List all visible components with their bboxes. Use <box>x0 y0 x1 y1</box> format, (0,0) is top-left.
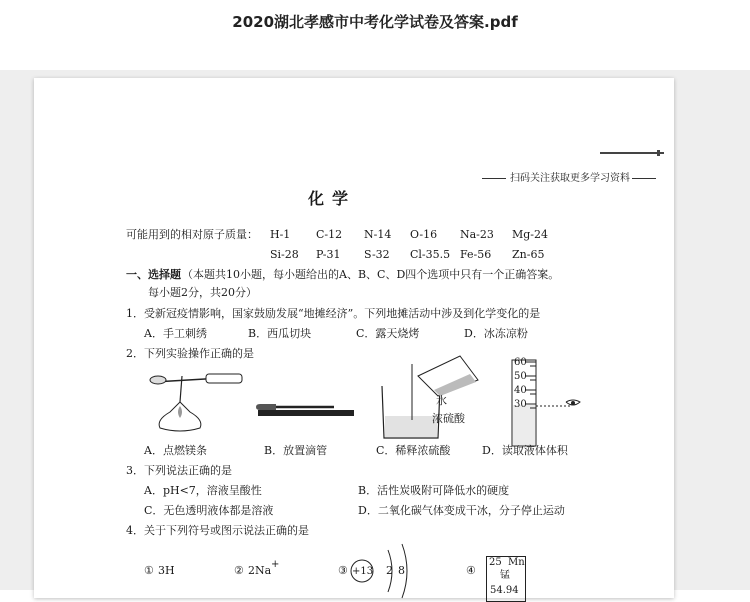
document-title: 2020湖北孝感市中考化学试卷及答案.pdf <box>232 13 518 31</box>
electron-shell-count: 2 <box>386 564 393 577</box>
q4-item-number: ① <box>144 564 154 577</box>
question-4-stem: 4．关于下列符号或图示说法正确的是 <box>126 524 309 537</box>
water-label: 水 <box>436 394 447 407</box>
question-3-stem: 3．下列说法正确的是 <box>126 464 232 477</box>
question-1-option-c: C．露天烧烤 <box>356 327 420 340</box>
atomic-mass-item: N-14 <box>364 228 392 241</box>
question-1-stem: 1．受新冠疫情影响，国家鼓励发展“地摊经济”。下列地摊活动中涉及到化学变化的是 <box>126 307 541 320</box>
question-2-option-c: C．稀释浓硫酸 <box>376 444 451 457</box>
corner-mark <box>600 152 664 154</box>
q4-item-number: ③ <box>338 564 348 577</box>
section-title: 一、选择题 <box>126 268 181 281</box>
atomic-mass-item: O-16 <box>410 228 438 241</box>
question-2-option-a: A．点燃镁条 <box>144 444 207 457</box>
dropper-figure <box>254 388 364 428</box>
cylinder-tick-label: 30 <box>514 399 527 410</box>
element-name: 锰 <box>500 570 510 581</box>
nucleus-charge: +13 <box>352 566 374 577</box>
atomic-mass-item: P-31 <box>316 248 341 261</box>
banner-text: 扫码关注获取更多学习资料 <box>510 173 630 184</box>
q4-item-superscript: + <box>271 559 280 570</box>
question-1-option-d: D．冰冻凉粉 <box>464 327 528 340</box>
element-symbol: Mn <box>508 557 525 568</box>
atomic-mass-item: Cl-35.5 <box>410 248 451 261</box>
atomic-mass-item: H-1 <box>270 228 291 241</box>
banner-rule-left <box>482 178 506 179</box>
pdf-viewer[interactable] <box>0 70 750 596</box>
atomic-mass-item: Zn-65 <box>512 248 545 261</box>
element-atomic-mass: 54.94 <box>490 585 519 596</box>
question-3-option-d: D．二氧化碳气体变成干冰，分子停止运动 <box>358 504 565 517</box>
cylinder-tick-label: 60 <box>514 357 527 368</box>
cylinder-tick-label: 40 <box>514 385 527 396</box>
question-3-option-b: B．活性炭吸附可降低水的硬度 <box>358 484 510 497</box>
subject-title: 化学 <box>308 189 357 208</box>
atomic-mass-item: Si-28 <box>270 248 299 261</box>
electron-shell-count: 8 <box>398 564 405 577</box>
question-2-option-b: B．放置滴管 <box>264 444 328 457</box>
atomic-mass-item: Na-23 <box>460 228 494 241</box>
pdf-page <box>34 78 674 598</box>
q4-item-number: ④ <box>466 564 476 577</box>
question-2-option-d: D．读取液体体积 <box>482 444 568 457</box>
section-description: （本题共10小题，每小题给出的A、B、C、D四个选项中只有一个正确答案。 <box>182 268 560 281</box>
banner-rule-right <box>632 178 656 179</box>
atomic-mass-item: Fe-56 <box>460 248 492 261</box>
atomic-mass-item: Mg-24 <box>512 228 549 241</box>
atomic-mass-item: S-32 <box>364 248 390 261</box>
q4-item-text: 3H <box>158 564 175 577</box>
atomic-mass-item: C-12 <box>316 228 343 241</box>
section-description-2: 每小题2分，共20分） <box>148 286 257 299</box>
question-1-option-b: B．西瓜切块 <box>248 327 312 340</box>
atomic-mass-label: 可能用到的相对原子质量： <box>126 228 258 241</box>
element-atomic-number: 25 <box>489 557 502 568</box>
q4-item-number: ② <box>234 564 244 577</box>
dilute-acid-figure <box>378 360 482 442</box>
magnesium-burning-figure <box>136 368 246 438</box>
question-3-option-c: C．无色透明液体都是溶液 <box>144 504 274 517</box>
title-bar <box>0 0 750 70</box>
acid-label: 浓硫酸 <box>432 412 465 425</box>
cylinder-tick-label: 50 <box>514 371 527 382</box>
q4-item-text: 2Na <box>248 564 272 577</box>
question-2-stem: 2．下列实验操作正确的是 <box>126 347 254 360</box>
question-1-option-a: A．手工刺绣 <box>144 327 207 340</box>
question-3-option-a: A．pH<7，溶液呈酸性 <box>144 484 262 497</box>
